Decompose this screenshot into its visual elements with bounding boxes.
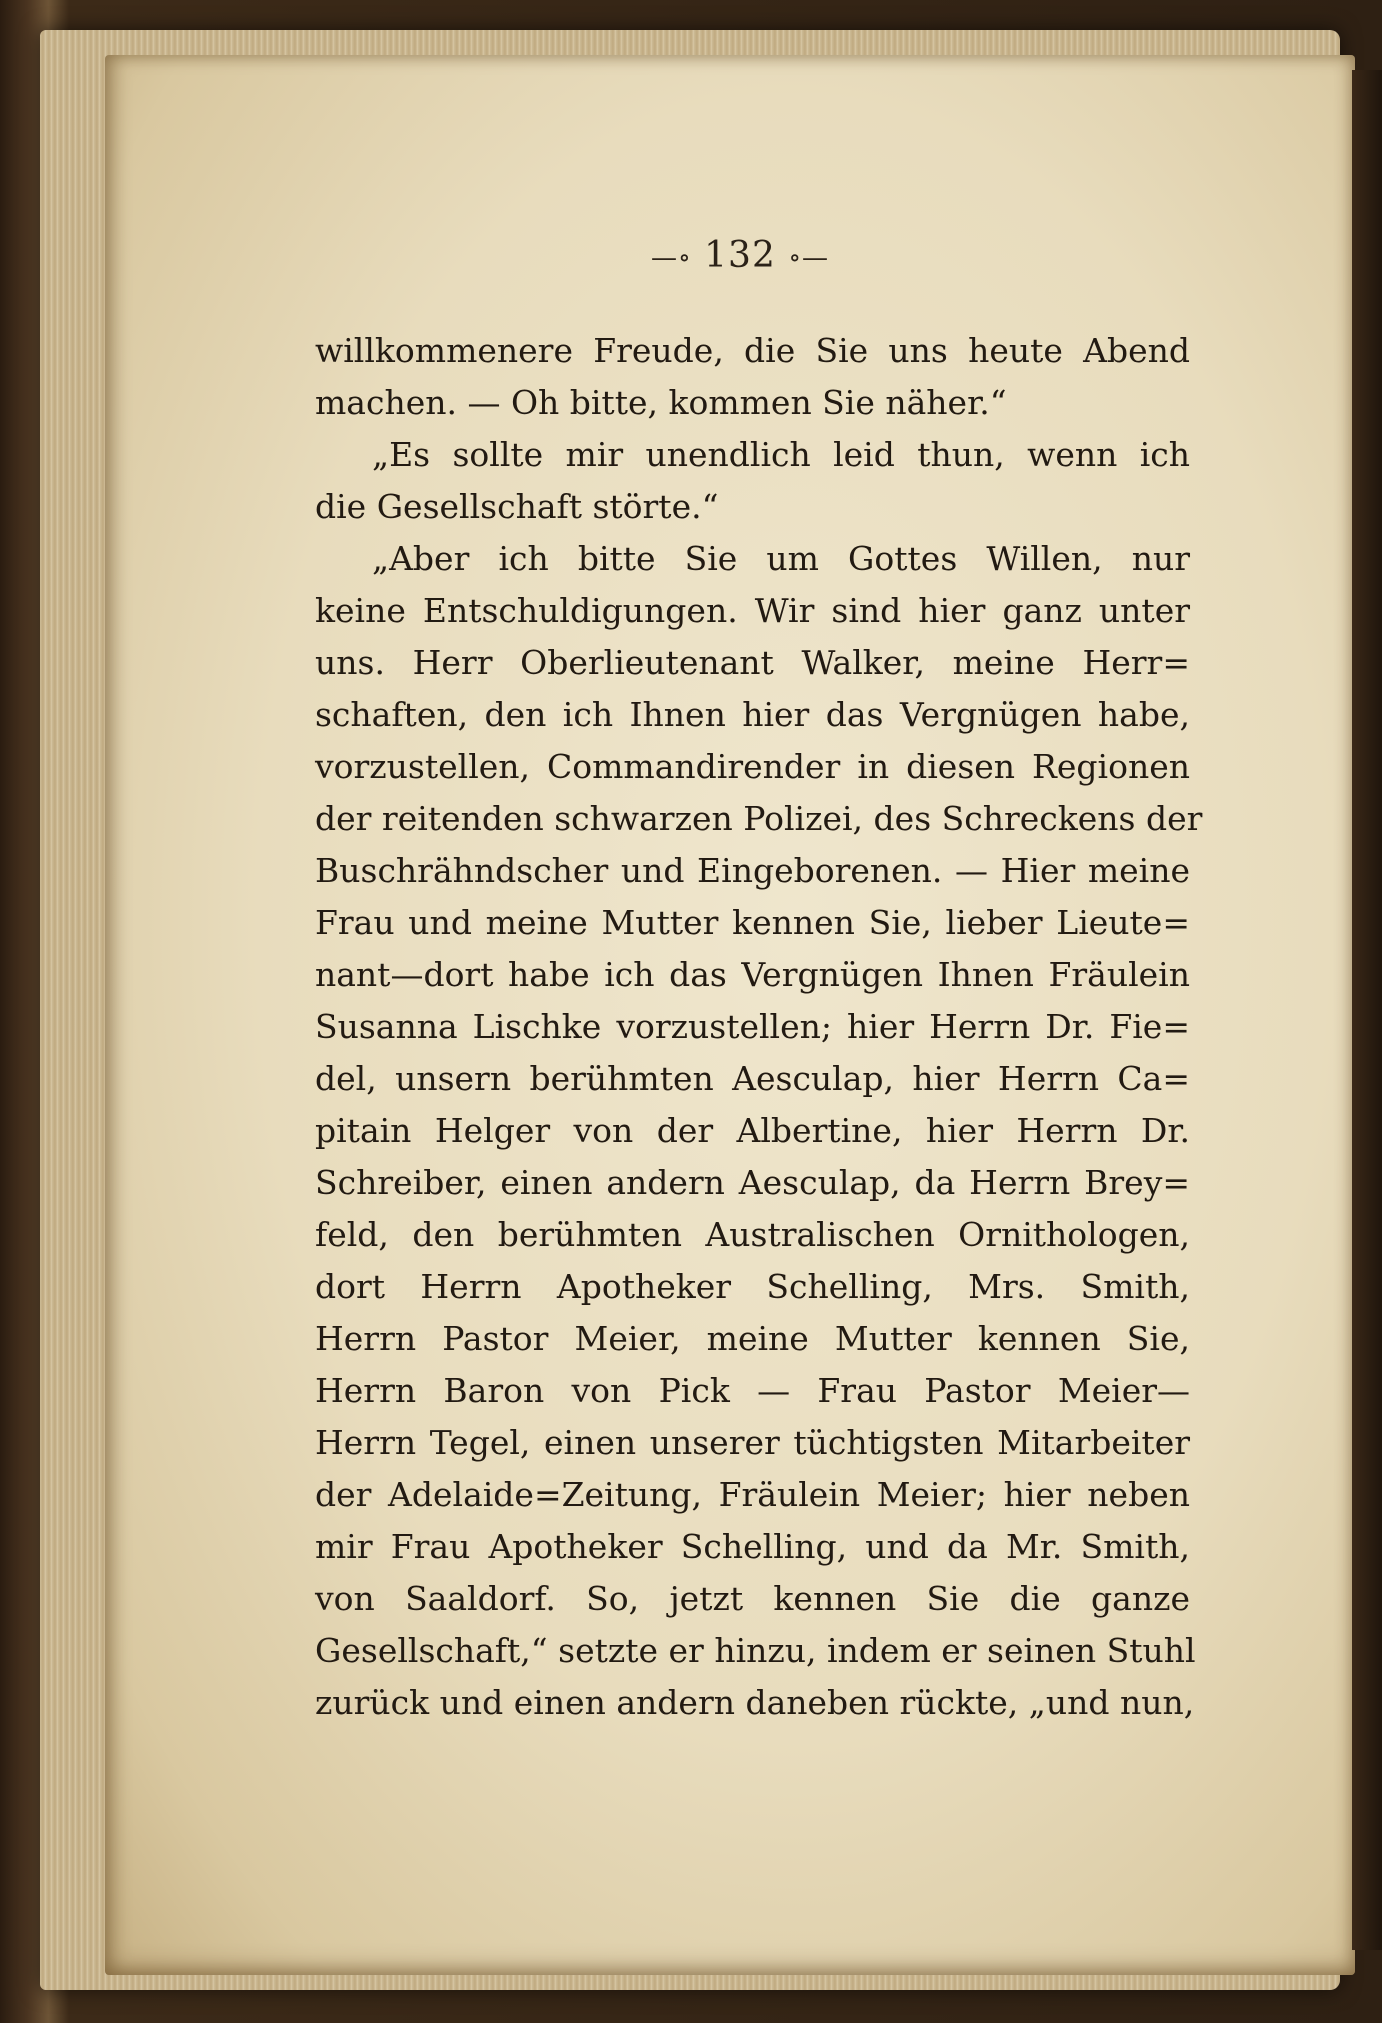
page-number-value: 132 — [704, 235, 776, 276]
text-line: von Saaldorf. So, jetzt kennen Sie die ganze — [315, 1579, 1190, 1618]
text-line: vorzustellen, Commandirender in diesen Regionen — [315, 747, 1190, 786]
text-line: Buschrähndscher und Eingeborenen. — Hier meine — [315, 851, 1190, 890]
text-line: uns. Herr Oberlieutenant Walker, meine Herr= — [315, 643, 1190, 682]
text-line: Gesellschaft,“ setzte er hinzu, indem er seinen Stuhl — [315, 1631, 1196, 1670]
text-line: keine Entschuldigungen. Wir sind hier ganz unter — [315, 591, 1190, 630]
text-line: „Es sollte mir unendlich leid thun, wenn ich — [372, 435, 1190, 474]
text-line: machen. — Oh bitte, kommen Sie näher.“ — [315, 383, 1007, 422]
page-number-ornament-left: —∘ — [650, 243, 692, 273]
text-line: die Gesellschaft störte.“ — [315, 487, 719, 526]
text-line: Herrn Baron von Pick — Frau Pastor Meier— — [315, 1371, 1190, 1410]
text-line: Herrn Tegel, einen unserer tüchtigsten Mitarbeiter — [315, 1423, 1190, 1462]
text-line: mir Frau Apotheker Schelling, und da Mr. Smith, — [315, 1527, 1190, 1566]
text-line: nant—dort habe ich das Vergnügen Ihnen Fräulein — [315, 955, 1190, 994]
text-line: „Aber ich bitte Sie um Gottes Willen, nur — [372, 539, 1190, 578]
text-line: dort Herrn Apotheker Schelling, Mrs. Smith, — [315, 1267, 1190, 1306]
text-line: willkommenere Freude, die Sie uns heute Abend — [315, 331, 1190, 370]
text-line: Susanna Lischke vorzustellen; hier Herrn Dr. Fie= — [315, 1007, 1190, 1046]
text-line: zurück und einen andern daneben rückte, „und nun, — [315, 1683, 1195, 1722]
text-line: feld, den berühmten Australischen Ornithologen, — [315, 1215, 1190, 1254]
text-line: Schreiber, einen andern Aesculap, da Herrn Brey= — [315, 1163, 1190, 1202]
text-line: der Adelaide=Zeitung, Fräulein Meier; hier neben — [315, 1475, 1190, 1514]
text-line: der reitenden schwarzen Polizei, des Schreckens der — [315, 799, 1203, 838]
text-line: del, unsern berühmten Aesculap, hier Herrn Ca= — [315, 1059, 1190, 1098]
body-text — [315, 325, 1203, 1729]
binding-edge — [1352, 70, 1382, 1950]
text-line: schaften, den ich Ihnen hier das Vergnügen habe, — [315, 695, 1190, 734]
page-number-ornament-right: ∘— — [788, 243, 830, 273]
text-line: pitain Helger von der Albertine, hier Herrn Dr. — [315, 1111, 1190, 1150]
page-number — [620, 235, 860, 276]
text-line: Herrn Pastor Meier, meine Mutter kennen Sie, — [315, 1319, 1190, 1358]
text-line: Frau und meine Mutter kennen Sie, lieber Lieute= — [315, 903, 1190, 942]
